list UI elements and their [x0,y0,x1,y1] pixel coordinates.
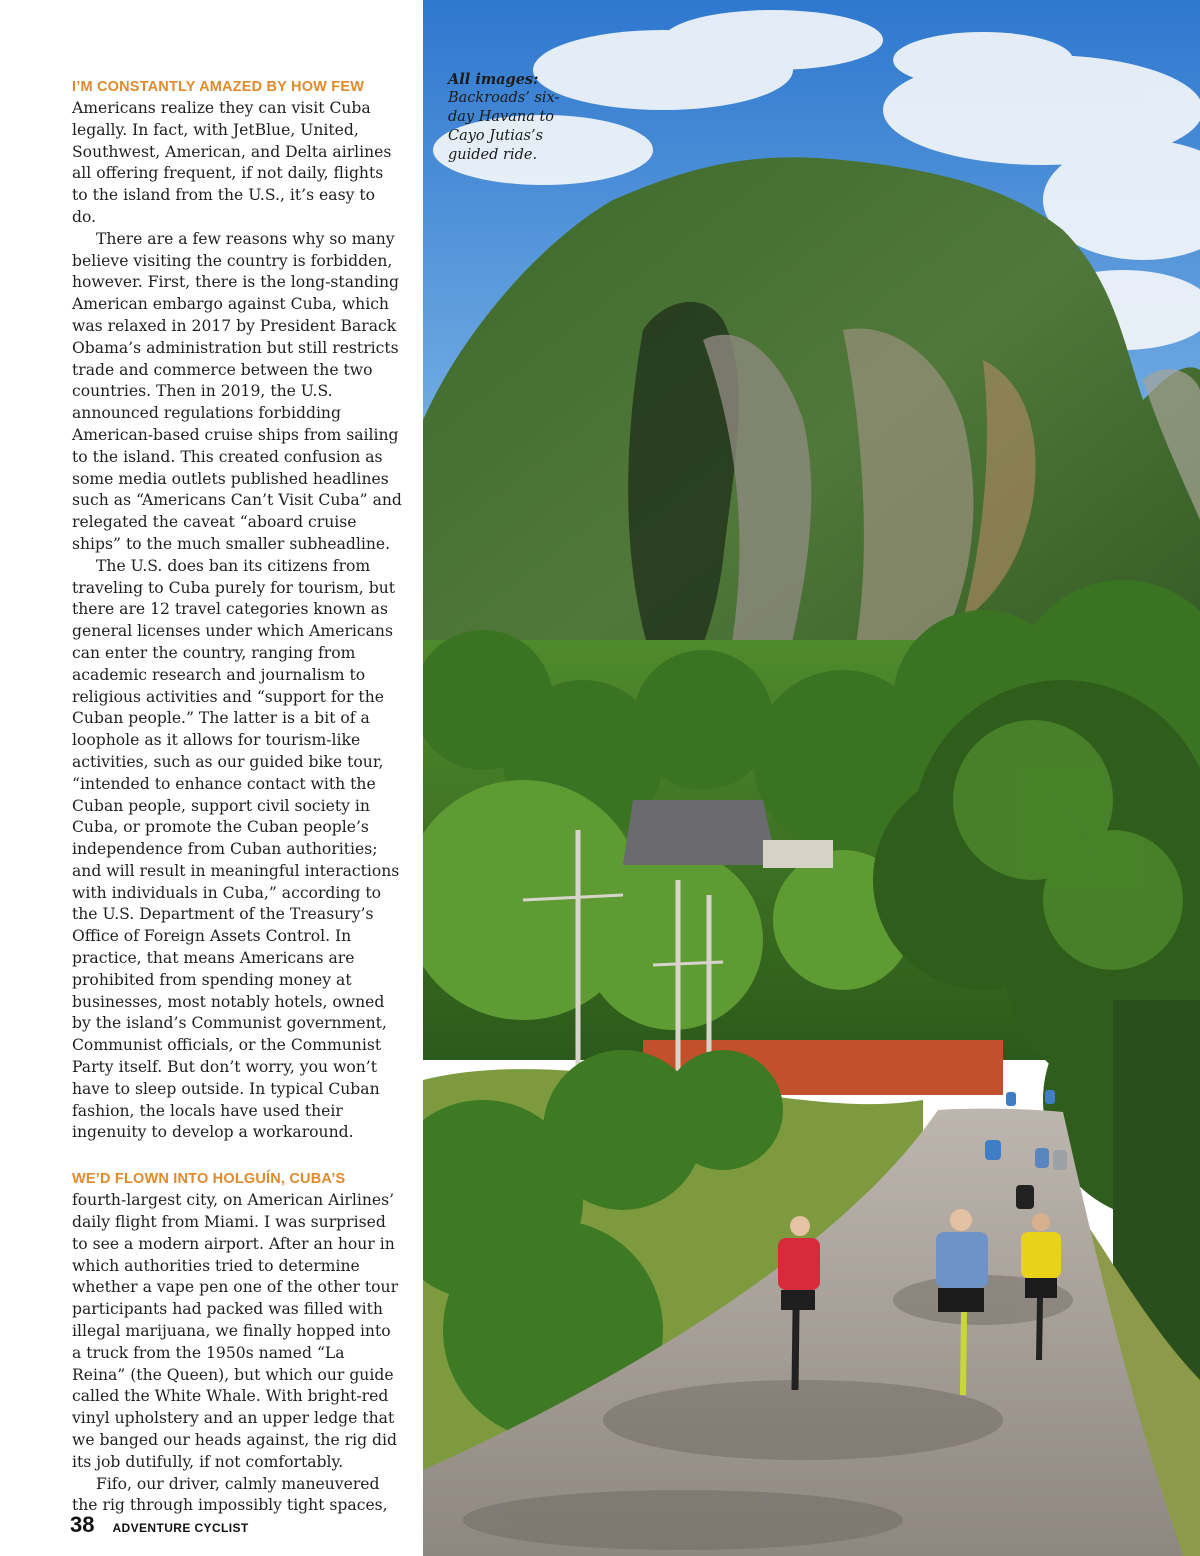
article-body [72,76,402,1517]
page-number: 38 [70,1512,95,1537]
section-runin-head: I’M CONSTANTLY AMAZED BY HOW FEW [72,79,365,95]
paragraph: The U.S. does ban its citizens from traveling to Cuba purely for tourism, but there are 12 travel categories known as general licenses under which Americans can enter the country, ranging from academic research and journalism to religious activities and “support for the Cuban people.” The latter is a bit of a loophole as it allows for tourism-like activities, such as our guided bike tour, “intended to enhance contact with the Cuban people, support civil society in Cuba, or promote the Cuban people’s independence from Cuban authorities; and will result in meaningful interactions with individuals in Cuba,” according to the U.S. Department of the Treasury’s Office of Foreign Assets Control. In practice, that means Americans are prohibited from spending money at businesses, most notably hotels, owned by the island’s Communist government, Communist officials, or the Communist Party itself. But don’t worry, you won’t have to sleep outside. In typical Cuban fashion, the locals have used their ingenuity to develop a workaround. [72,556,400,1142]
paragraph: fourth-largest city, on American Airlines’ daily flight from Miami. I was surprised to see a modern airport. After an hour in which authorities tried to determine whether a vape pen one of the other tour participants had packed was filled with illegal marijuana, we finally hopped into a truck from the 1950s named “La Reina” (the Queen), but which our guide called the White Whale. With bright-red vinyl upholstery and an upper ledge that we banged our heads against, the rig did its job dutifully, if not comfortably. [72,1191,399,1471]
cycling-photo [423,0,1200,1556]
magazine-name: ADVENTURE CYCLIST [112,1521,249,1535]
paragraph: Fifo, our driver, calmly maneuvered the rig through impossibly tight spaces, [72,1474,388,1515]
caption-text: Backroads’ six-day Havana to Cayo Jutias’s guided ride. [448,90,560,163]
paragraph: There are a few reasons why so many believe visiting the country is forbidden, however. First, there is the long-standing American embargo against Cuba, which was relaxed in 2017 by President Barack Obama’s administration but still restricts trade and commerce between the two countries. Then in 2019, the U.S. announced regulations forbidding American-based cruise ships from sailing to the island. This created confusion as some media outlets published headlines such as “Americans Can’t Visit Cuba” and relegated the caveat “aboard cruise ships” to the much smaller subheadline. [72,229,402,553]
page-footer [70,1512,249,1538]
paragraph: Americans realize they can visit Cuba legally. In fact, with JetBlue, United, Southwest, American, and Delta airlines all offering frequent, if not daily, flights to the island from the U.S., it’s easy to do. [72,99,392,226]
photo-caption [448,70,568,165]
section-runin-head: WE’D FLOWN INTO HOLGUÍN, CUBA’S [72,1171,346,1188]
caption-heading: All images: [448,71,539,88]
